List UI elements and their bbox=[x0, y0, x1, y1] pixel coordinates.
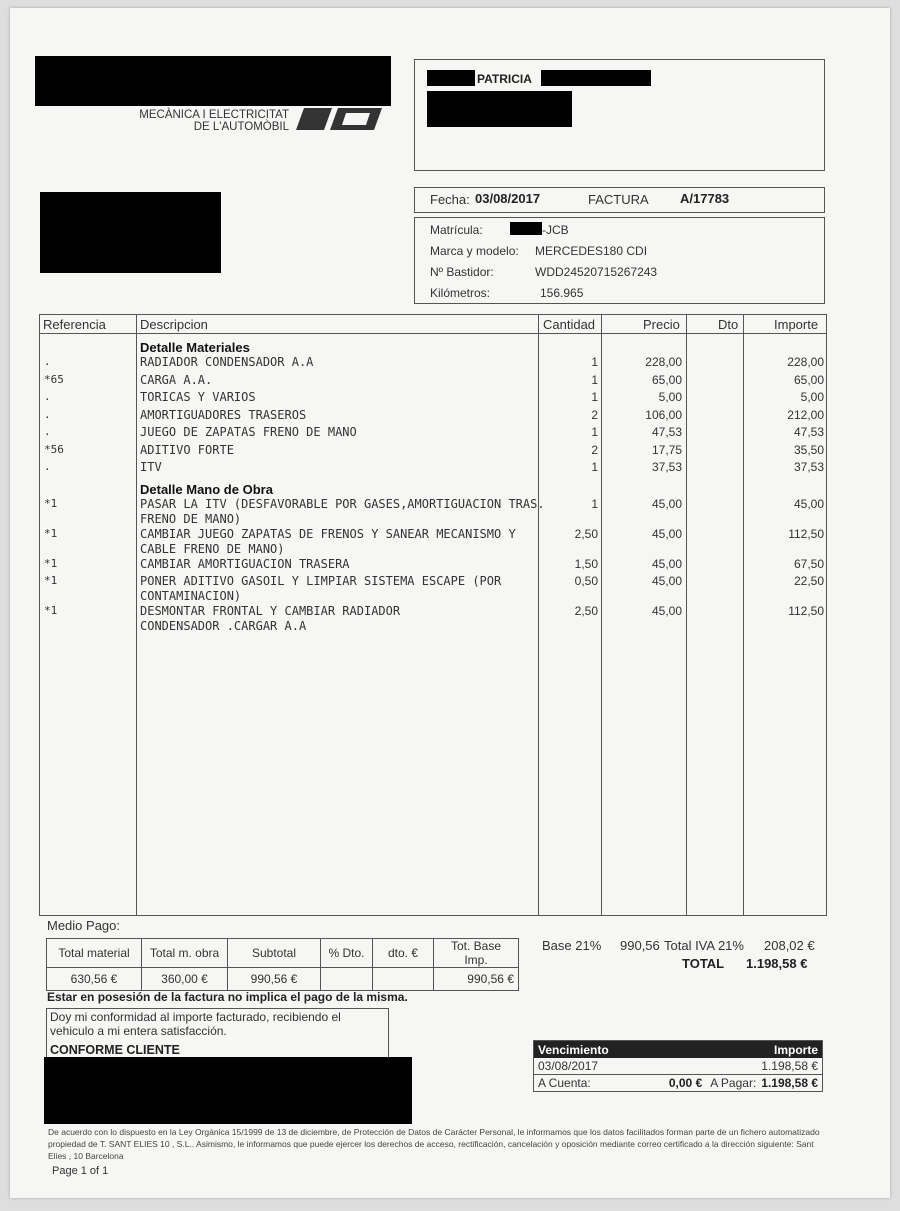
row-cantidad: 2 bbox=[591, 442, 598, 457]
row-precio: 45,00 bbox=[651, 527, 682, 541]
col-divider bbox=[136, 315, 137, 915]
matricula-label: Matrícula: bbox=[430, 223, 483, 237]
row-desc: RADIADOR CONDENSADOR A.A bbox=[140, 355, 314, 369]
row-ref: *56 bbox=[44, 442, 64, 456]
summary-values-row bbox=[47, 968, 519, 991]
factura-value: A/17783 bbox=[680, 191, 730, 206]
iva-value: 208,02 € bbox=[764, 938, 815, 953]
row-cantidad: 1 bbox=[591, 497, 598, 511]
col-divider bbox=[538, 315, 539, 915]
row-precio: 45,00 bbox=[651, 604, 682, 618]
row-precio: 47,53 bbox=[651, 425, 682, 439]
row-importe: 67,50 bbox=[793, 557, 824, 571]
fecha-label: Fecha: bbox=[430, 192, 470, 207]
summary-value: 630,56 € bbox=[47, 968, 142, 991]
redacted-signature bbox=[44, 1057, 412, 1124]
vencimiento-header bbox=[534, 1041, 822, 1058]
row-ref: *1 bbox=[44, 497, 58, 510]
header-dto: Dto bbox=[718, 317, 739, 332]
vencimiento-box bbox=[533, 1040, 823, 1092]
row-cantidad: 1,50 bbox=[574, 557, 598, 571]
row-ref: *65 bbox=[44, 372, 64, 386]
pagar-label: A Pagar: bbox=[710, 1076, 757, 1090]
redacted-plate bbox=[510, 222, 542, 235]
row-cantidad: 0,50 bbox=[574, 574, 598, 588]
vencimiento-col-2: Importe bbox=[773, 1042, 818, 1057]
row-importe: 45,00 bbox=[793, 497, 824, 511]
medio-pago-label: Medio Pago: bbox=[47, 918, 120, 933]
company-tagline-2: DE L'AUTOMÒBIL bbox=[193, 121, 289, 133]
iva-label: Total IVA 21% bbox=[664, 938, 744, 953]
row-ref: . bbox=[44, 355, 51, 368]
row-precio: 45,00 bbox=[651, 574, 682, 588]
row-desc: JUEGO DE ZAPATAS FRENO DE MANO bbox=[140, 425, 357, 439]
summary-header: Tot. Base Imp. bbox=[434, 939, 519, 968]
summary-value: 990,56 € bbox=[228, 968, 321, 991]
items-table bbox=[39, 314, 827, 916]
cuenta-row bbox=[534, 1074, 822, 1091]
total-value: 1.198,58 € bbox=[746, 956, 808, 971]
summary-header-row bbox=[47, 939, 519, 968]
row-ref: . bbox=[44, 425, 51, 438]
redacted-company-address bbox=[40, 192, 221, 273]
row-importe: 22,50 bbox=[793, 574, 824, 588]
legal-text: De acuerdo con lo dispuesto en la Ley Orgánica 15/1999 de 13 de diciembre, de Protección de Datos de Carácter Personal, le informamos que los datos facilitados forman parte de un fichero automatizado propiedad de T. SANT ELIES 10 , S.L.. Asimismo, le informamos que puede ejercer los derechos de acceso, rectificación, cancelación y oposición mediante correo certificado a la dirección siguiente: Sant Elies , 10 Barcelona bbox=[48, 1127, 820, 1161]
row-desc: CARGA A.A. bbox=[140, 372, 213, 387]
payment-notice: Estar en posesión de la factura no implica el pago de la misma. bbox=[47, 990, 408, 1004]
obra-title: Detalle Mano de Obra bbox=[140, 482, 273, 497]
row-ref: *1 bbox=[44, 557, 58, 570]
row-desc: CAMBIAR AMORTIGUACION TRASERA bbox=[140, 557, 350, 571]
row-ref: *1 bbox=[44, 527, 58, 540]
row-desc: AMORTIGUADORES TRASEROS bbox=[140, 407, 307, 422]
row-ref: . bbox=[44, 460, 51, 473]
row-cantidad: 2,50 bbox=[574, 604, 598, 618]
col-divider bbox=[743, 315, 744, 915]
row-ref: *1 bbox=[44, 574, 58, 587]
row-precio: 106,00 bbox=[645, 407, 682, 422]
base-label: Base 21% bbox=[542, 938, 602, 953]
row-importe: 228,00 bbox=[787, 355, 824, 369]
summary-header: Subtotal bbox=[228, 939, 321, 968]
redacted-client-surname bbox=[541, 70, 651, 86]
marca-value: MERCEDES180 CDI bbox=[535, 244, 648, 258]
row-importe: 212,00 bbox=[787, 407, 824, 422]
company-logo-icon bbox=[294, 104, 386, 132]
vencimiento-row bbox=[534, 1058, 822, 1074]
row-ref: . bbox=[44, 390, 51, 403]
summary-header: Total m. obra bbox=[142, 939, 228, 968]
summary-value bbox=[321, 968, 373, 991]
row-desc-cont: CABLE FRENO DE MANO) bbox=[140, 542, 285, 556]
page-number: Page 1 of 1 bbox=[52, 1165, 109, 1177]
matricula-value: -JCB bbox=[542, 223, 569, 237]
vencimiento-amount: 1.198,58 € bbox=[761, 1059, 818, 1073]
row-cantidad: 1 bbox=[591, 460, 598, 474]
conformity-title: CONFORME CLIENTE bbox=[50, 1043, 180, 1057]
cuenta-value: 0,00 € bbox=[668, 1076, 703, 1090]
row-importe: 5,00 bbox=[800, 390, 824, 404]
client-name: PATRICIA bbox=[477, 72, 532, 86]
header-importe: Importe bbox=[774, 317, 819, 332]
redacted-client-address bbox=[427, 91, 572, 127]
km-label: Kilómetros: bbox=[430, 286, 491, 300]
row-cantidad: 1 bbox=[591, 355, 598, 369]
fecha-value: 03/08/2017 bbox=[475, 191, 541, 206]
row-ref: . bbox=[44, 407, 51, 421]
marca-label: Marca y modelo: bbox=[430, 244, 519, 258]
header-cantidad: Cantidad bbox=[543, 317, 596, 332]
row-cantidad: 2,50 bbox=[574, 527, 598, 541]
summary-value: 990,56 € bbox=[434, 968, 519, 991]
redacted-client-first bbox=[427, 70, 475, 86]
summary-value bbox=[373, 968, 434, 991]
header-divider bbox=[40, 333, 826, 334]
row-cantidad: 1 bbox=[591, 390, 598, 404]
row-importe: 112,50 bbox=[788, 604, 824, 618]
row-importe: 35,50 bbox=[793, 442, 824, 457]
row-precio: 17,75 bbox=[651, 442, 682, 457]
conformity-line-1: Doy mi conformidad al importe facturado, recibiendo el bbox=[50, 1010, 341, 1024]
row-ref: *1 bbox=[44, 604, 58, 617]
base-value: 990,56 bbox=[620, 938, 660, 953]
row-desc: PONER ADITIVO GASOIL Y LIMPIAR SISTEMA ESCAPE (POR bbox=[140, 574, 502, 588]
header-descripcion: Descripcion bbox=[140, 317, 208, 332]
km-value: 156.965 bbox=[540, 286, 584, 300]
row-desc-cont: FRENO DE MANO) bbox=[140, 512, 242, 526]
col-divider bbox=[601, 315, 602, 915]
row-precio: 228,00 bbox=[645, 355, 682, 369]
row-cantidad: 2 bbox=[591, 407, 598, 422]
row-desc: ADITIVO FORTE bbox=[140, 442, 234, 457]
total-label: TOTAL bbox=[682, 956, 725, 971]
row-precio: 5,00 bbox=[658, 390, 682, 404]
row-cantidad: 1 bbox=[591, 425, 598, 439]
header-precio: Precio bbox=[643, 317, 680, 332]
summary-table bbox=[46, 938, 519, 991]
row-desc: TORICAS Y VARIOS bbox=[140, 390, 256, 404]
bastidor-label: Nº Bastidor: bbox=[430, 265, 494, 279]
row-importe: 47,53 bbox=[793, 425, 824, 439]
bastidor-value: WDD24520715267243 bbox=[535, 265, 658, 279]
cuenta-label: A Cuenta: bbox=[538, 1076, 591, 1090]
row-desc: ITV bbox=[140, 460, 162, 474]
factura-label: FACTURA bbox=[588, 192, 649, 207]
materiales-title: Detalle Materiales bbox=[140, 340, 250, 355]
col-divider bbox=[686, 315, 687, 915]
summary-header: % Dto. bbox=[321, 939, 373, 968]
row-precio: 45,00 bbox=[651, 557, 682, 571]
row-importe: 65,00 bbox=[793, 372, 824, 387]
row-desc: CAMBIAR JUEGO ZAPATAS DE FRENOS Y SANEAR MECANISMO Y bbox=[140, 527, 516, 541]
row-precio: 45,00 bbox=[651, 497, 682, 511]
summary-value: 360,00 € bbox=[142, 968, 228, 991]
vencimiento-date: 03/08/2017 bbox=[538, 1059, 599, 1073]
row-cantidad: 1 bbox=[591, 372, 598, 387]
summary-header: dto. € bbox=[373, 939, 434, 968]
header-referencia: Referencia bbox=[43, 317, 106, 332]
company-tagline-1: MECÀNICA I ELECTRICITAT bbox=[139, 109, 289, 121]
row-precio: 37,53 bbox=[651, 460, 682, 474]
redacted-company-name bbox=[35, 56, 391, 106]
row-desc: PASAR LA ITV (DESFAVORABLE POR GASES,AMORTIGUACION TRAS. bbox=[140, 497, 545, 511]
pagar-value: 1.198,58 € bbox=[761, 1076, 818, 1090]
row-importe: 112,50 bbox=[788, 527, 824, 541]
row-importe: 37,53 bbox=[793, 460, 824, 474]
row-precio: 65,00 bbox=[651, 372, 682, 387]
row-desc-cont: CONDENSADOR .CARGAR A.A bbox=[140, 619, 307, 633]
vencimiento-col-1: Vencimiento bbox=[538, 1042, 609, 1057]
row-desc: DESMONTAR FRONTAL Y CAMBIAR RADIADOR bbox=[140, 604, 401, 618]
summary-header: Total material bbox=[47, 939, 142, 968]
row-desc-cont: CONTAMINACION) bbox=[140, 589, 242, 603]
conformity-line-2: vehiculo a mi entera satisfacción. bbox=[50, 1024, 227, 1038]
